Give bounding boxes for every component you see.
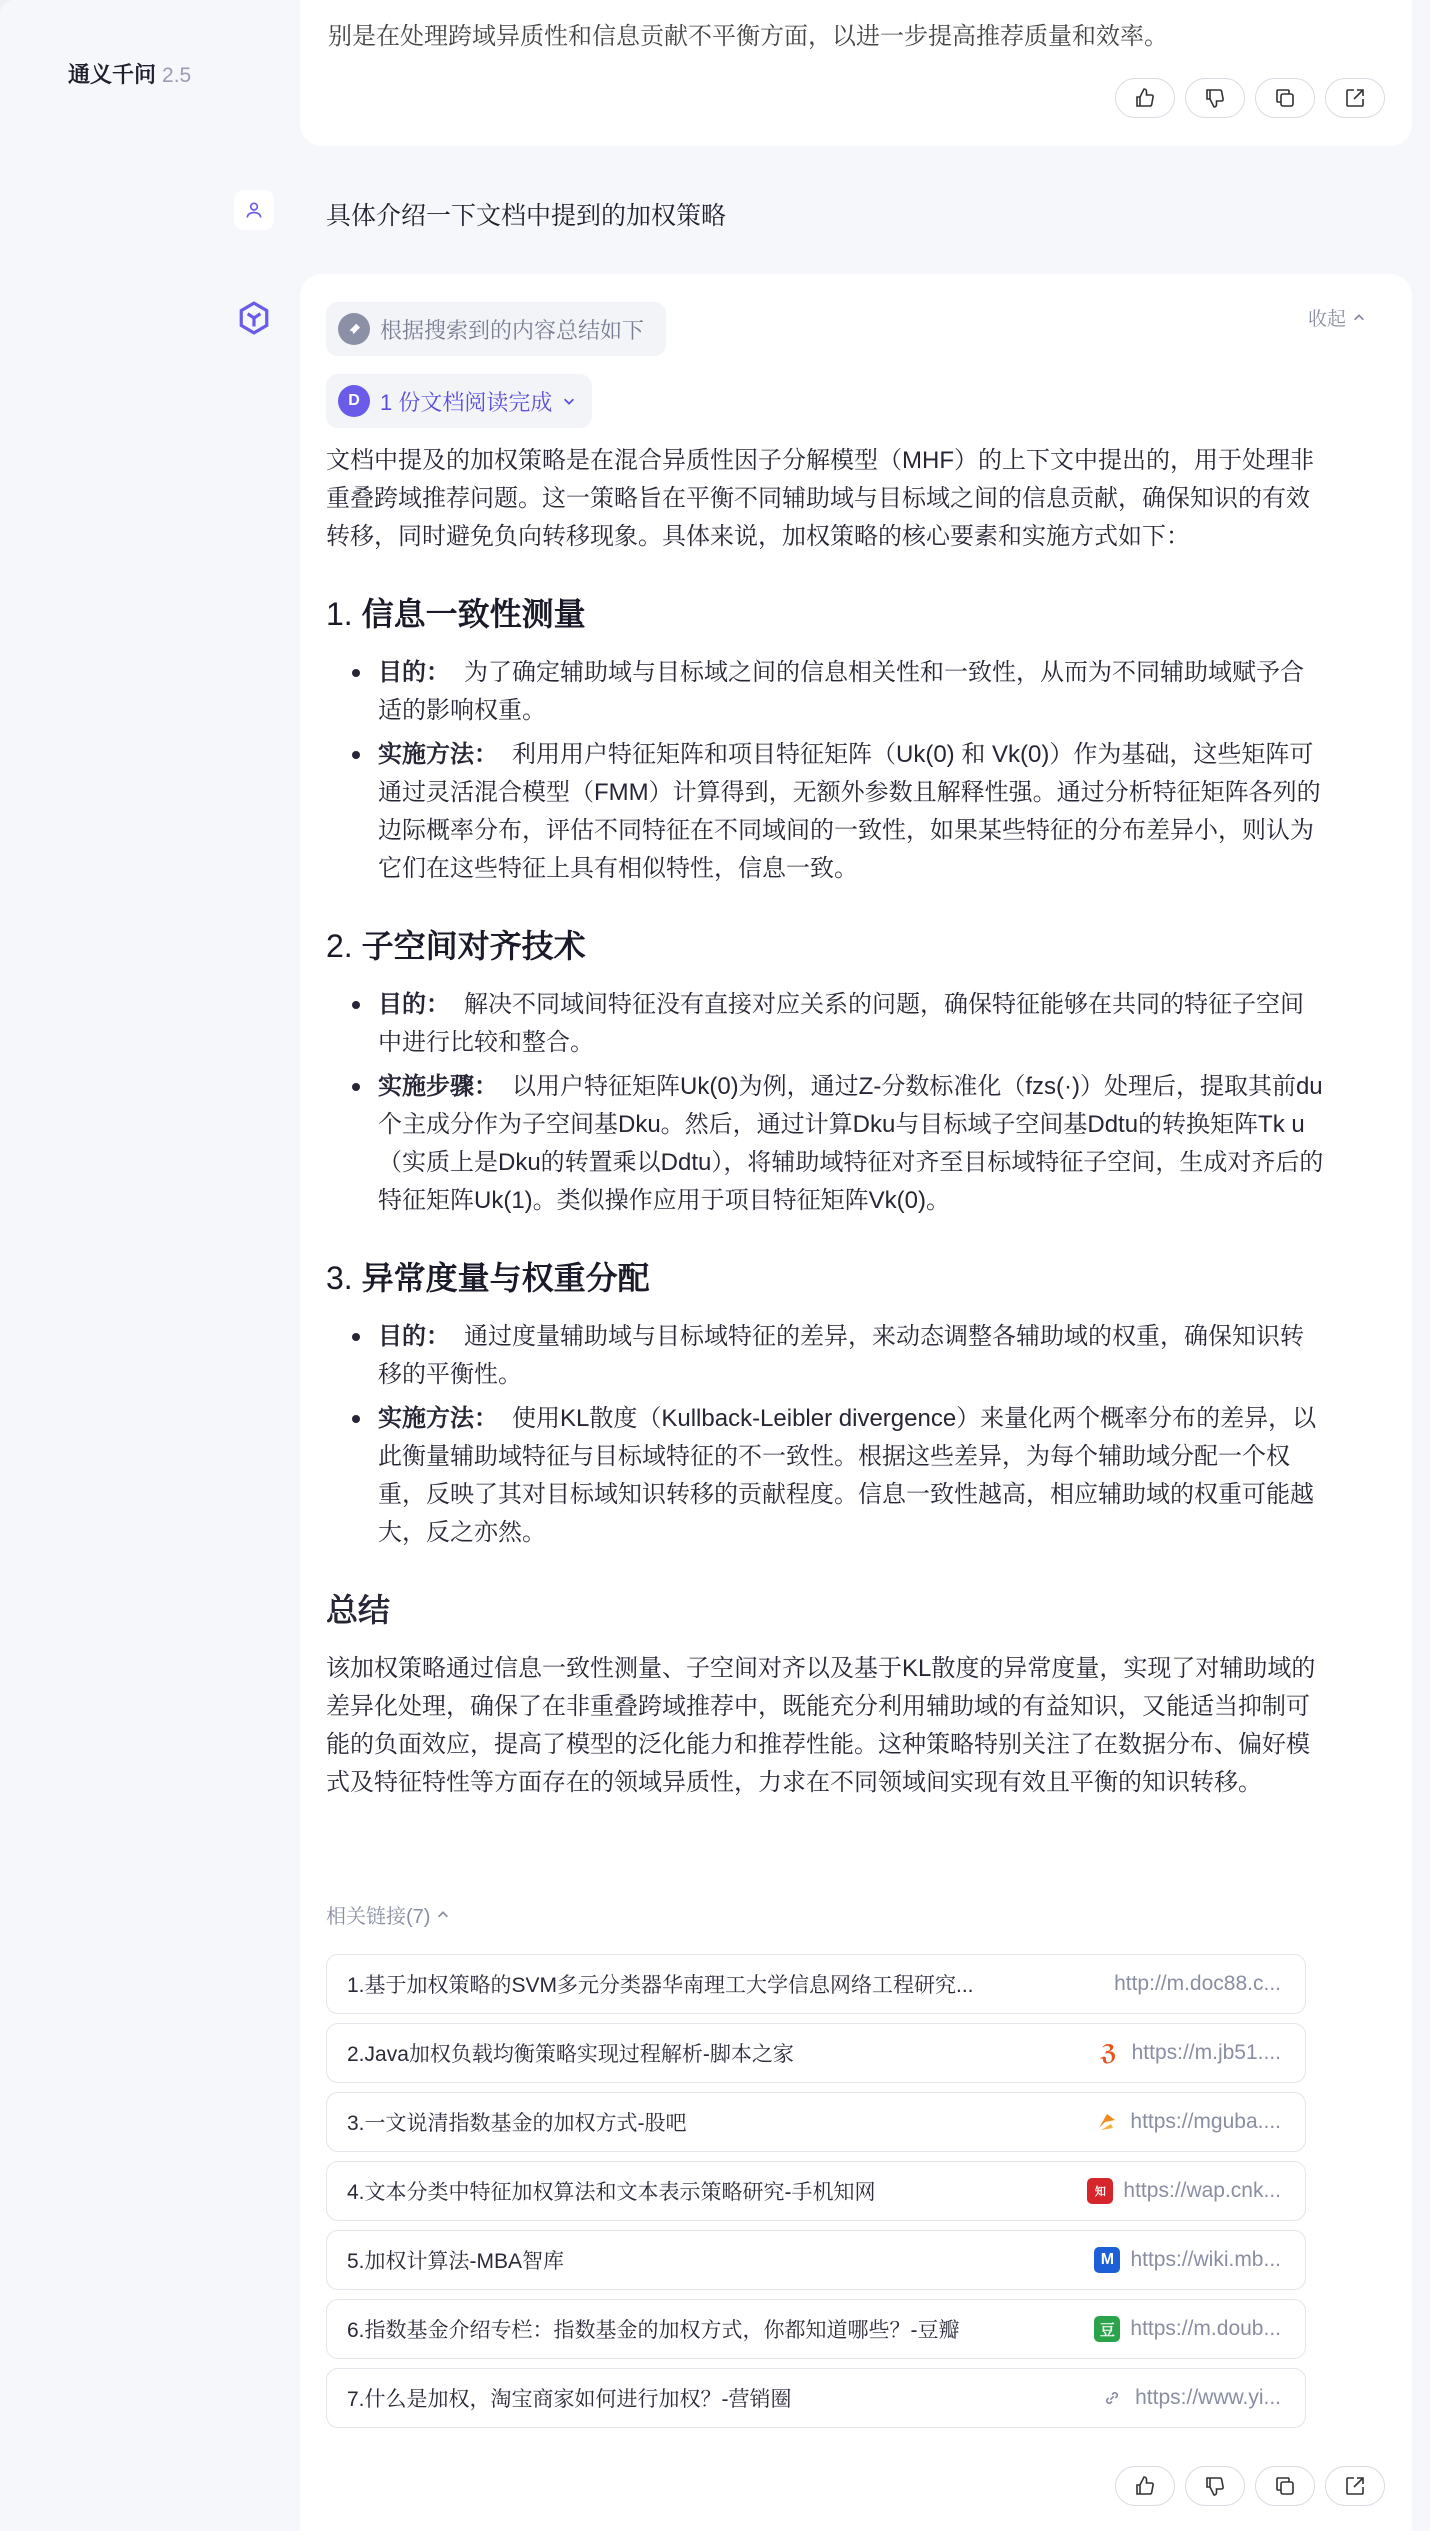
related-link[interactable] bbox=[326, 2230, 1306, 2290]
brand-version: 2.5 bbox=[162, 64, 192, 87]
link-title: 1.基于加权策略的SVM多元分类器华南理工大学信息网络工程研究... bbox=[347, 1974, 974, 1997]
section-heading: 2. 子空间对齐技术 bbox=[326, 928, 586, 964]
previous-answer-actions bbox=[1115, 78, 1385, 118]
mba-icon: M bbox=[1094, 2247, 1120, 2273]
thumbs-down-icon bbox=[1203, 2474, 1227, 2498]
link-title: 3.一文说清指数基金的加权方式-股吧 bbox=[347, 2112, 687, 2135]
copy-button[interactable] bbox=[1255, 2466, 1315, 2506]
section-heading: 1. 信息一致性测量 bbox=[326, 596, 586, 632]
link-title: 6.指数基金介绍专栏：指数基金的加权方式，你都知道哪些？-豆瓣 bbox=[347, 2319, 960, 2342]
answer-content bbox=[326, 442, 1326, 1802]
link-url: https://www.yi... bbox=[1135, 2386, 1281, 2409]
link-url: https://wiki.mb... bbox=[1130, 2248, 1281, 2271]
document-status-chip[interactable] bbox=[326, 374, 592, 428]
answer-card bbox=[300, 274, 1412, 2531]
chevron-up-icon bbox=[436, 1908, 450, 1922]
copy-icon bbox=[1273, 2474, 1297, 2498]
like-button[interactable] bbox=[1115, 78, 1175, 118]
copy-icon bbox=[1273, 86, 1297, 110]
link-title: 2.Java加权负载均衡策略实现过程解析-脚本之家 bbox=[347, 2043, 794, 2066]
previous-answer-card bbox=[300, 0, 1412, 146]
list-item: 目的： 为了确定辅助域与目标域之间的信息相关性和一致性，从而为不同辅助域赋予合适的影响权重。 bbox=[326, 654, 1326, 730]
dislike-button[interactable] bbox=[1185, 78, 1245, 118]
answer-intro: 文档中提及的加权策略是在混合异质性因子分解模型（MHF）的上下文中提出的，用于处理非重叠跨域推荐问题。这一策略旨在平衡不同辅助域与目标域之间的信息贡献，确保知识的有效转移，同时避免负向转移现象。具体来说，加权策略的核心要素和实施方式如下： bbox=[326, 447, 1314, 550]
link-title: 5.加权计算法-MBA智库 bbox=[347, 2250, 565, 2273]
chevron-down-icon bbox=[562, 394, 576, 408]
link-source bbox=[1114, 1972, 1281, 1996]
document-icon: D bbox=[338, 385, 370, 417]
link-icon bbox=[1099, 2385, 1125, 2411]
list-item: 目的： 通过度量辅助域与目标域特征的差异，来动态调整各辅助域的权重，确保知识转移的平衡性。 bbox=[326, 1318, 1326, 1394]
compass-icon bbox=[338, 313, 370, 345]
search-summary-text: 根据搜索到的内容总结如下 bbox=[380, 317, 645, 343]
link-source bbox=[1099, 2385, 1281, 2411]
previous-answer-text: 别是在处理跨域异质性和信息贡献不平衡方面，以进一步提高推荐质量和效率。 bbox=[328, 23, 1168, 50]
guba-icon bbox=[1094, 2109, 1120, 2135]
brand-name: 通义千问 bbox=[68, 62, 157, 87]
link-source bbox=[1094, 2247, 1281, 2273]
section-list bbox=[326, 654, 1326, 888]
collapse-label: 收起 bbox=[1307, 309, 1346, 330]
related-link[interactable] bbox=[326, 2023, 1306, 2083]
link-source bbox=[1096, 2040, 1281, 2066]
section-heading: 3. 异常度量与权重分配 bbox=[326, 1260, 650, 1296]
copy-button[interactable] bbox=[1255, 78, 1315, 118]
share-button[interactable] bbox=[1325, 78, 1385, 118]
thumbs-up-icon bbox=[1133, 2474, 1157, 2498]
link-url: https://m.doub... bbox=[1130, 2317, 1281, 2340]
user-avatar bbox=[234, 190, 274, 230]
related-links-label: 相关链接(7) bbox=[326, 1906, 431, 1928]
user-icon bbox=[244, 200, 264, 220]
summary-text: 该加权策略通过信息一致性测量、子空间对齐以及基于KL散度的异常度量，实现了对辅助域的差异化处理，确保了在非重叠跨域推荐中，既能充分利用辅助域的有益知识，又能适当抑制可能的负面效应，提高了模型的泛化能力和推荐性能。这种策略特别关注了在数据分布、偏好模式及特征特性等方面存在的领域异质性，力求在不同领域间实现有效且平衡的知识转移。 bbox=[326, 1655, 1316, 1796]
thumbs-down-icon bbox=[1203, 86, 1227, 110]
like-button[interactable] bbox=[1115, 2466, 1175, 2506]
document-status-text: 1 份文档阅读完成 bbox=[380, 389, 553, 415]
related-link[interactable] bbox=[326, 2092, 1306, 2152]
related-links-list bbox=[326, 1954, 1306, 2437]
answer-actions bbox=[1115, 2466, 1385, 2506]
section-list bbox=[326, 1318, 1326, 1552]
douban-icon: 豆 bbox=[1094, 2316, 1120, 2342]
jb51-icon: ℨ bbox=[1096, 2040, 1122, 2066]
list-item: 实施方法： 利用用户特征矩阵和项目特征矩阵（Uk(0) 和 Vk(0)）作为基础，这些矩阵可通过灵活混合模型（FMM）计算得到，无额外参数且解释性强。通过分析特征矩阵各列的边际概率分布，评估不同特征在不同域间的一致性，如果某些特征的分布差异小，则认为它们在这些特征上具有相似特性，信息一致。 bbox=[326, 736, 1326, 888]
dislike-button[interactable] bbox=[1185, 2466, 1245, 2506]
thumbs-up-icon bbox=[1133, 86, 1157, 110]
cnki-icon: 知 bbox=[1087, 2178, 1113, 2204]
link-source bbox=[1087, 2178, 1281, 2204]
link-url: http://m.doc88.c... bbox=[1114, 1972, 1281, 1995]
search-summary-chip[interactable] bbox=[326, 302, 666, 356]
link-source bbox=[1094, 2109, 1281, 2135]
qwen-logo-icon bbox=[237, 301, 271, 335]
related-link[interactable] bbox=[326, 2299, 1306, 2359]
related-links-toggle[interactable] bbox=[326, 1900, 450, 1929]
next-message-card bbox=[300, 2518, 1412, 2531]
user-message: 具体介绍一下文档中提到的加权策略 bbox=[326, 202, 727, 230]
assistant-avatar bbox=[234, 298, 274, 338]
share-button[interactable] bbox=[1325, 2466, 1385, 2506]
chevron-up-icon bbox=[1352, 311, 1366, 325]
link-url: https://m.jb51.... bbox=[1131, 2041, 1281, 2064]
link-title: 4.文本分类中特征加权算法和文本表示策略研究-手机知网 bbox=[347, 2181, 876, 2204]
share-icon bbox=[1343, 86, 1367, 110]
list-item: 实施方法： 使用KL散度（Kullback-Leibler divergence）来量化两个概率分布的差异，以此衡量辅助域特征与目标域特征的不一致性。根据这些差异，为每个辅助域分配一个权重，反映了其对目标域知识转移的贡献程度。信息一致性越高，相应辅助域的权重可能越大，反之亦然。 bbox=[326, 1400, 1326, 1552]
summary-heading: 总结 bbox=[326, 1592, 391, 1628]
related-link[interactable] bbox=[326, 1954, 1306, 2014]
collapse-toggle[interactable] bbox=[1308, 304, 1366, 331]
list-item: 目的： 解决不同域间特征没有直接对应关系的问题，确保特征能够在共同的特征子空间中进行比较和整合。 bbox=[326, 986, 1326, 1062]
link-url: https://wap.cnk... bbox=[1123, 2179, 1281, 2202]
brand-logo[interactable] bbox=[68, 58, 191, 89]
related-link[interactable] bbox=[326, 2368, 1306, 2428]
link-source bbox=[1094, 2316, 1281, 2342]
list-item: 实施步骤： 以用户特征矩阵Uk(0)为例，通过Z-分数标准化（fzs(·)）处理后，提取其前du个主成分作为子空间基Dku。然后，通过计算Dku与目标域子空间基Ddtu的转换矩阵Tk u（实质上是Dku的转置乘以Ddtu），将辅助域特征对齐至目标域特征子空间，生成对齐后的特征矩阵Uk(1)。类似操作应用于项目特征矩阵Vk(0)。 bbox=[326, 1068, 1326, 1220]
link-title: 7.什么是加权，淘宝商家如何进行加权？-营销圈 bbox=[347, 2388, 792, 2411]
share-icon bbox=[1343, 2474, 1367, 2498]
link-url: https://mguba.... bbox=[1130, 2110, 1281, 2133]
related-link[interactable] bbox=[326, 2161, 1306, 2221]
section-list bbox=[326, 986, 1326, 1220]
